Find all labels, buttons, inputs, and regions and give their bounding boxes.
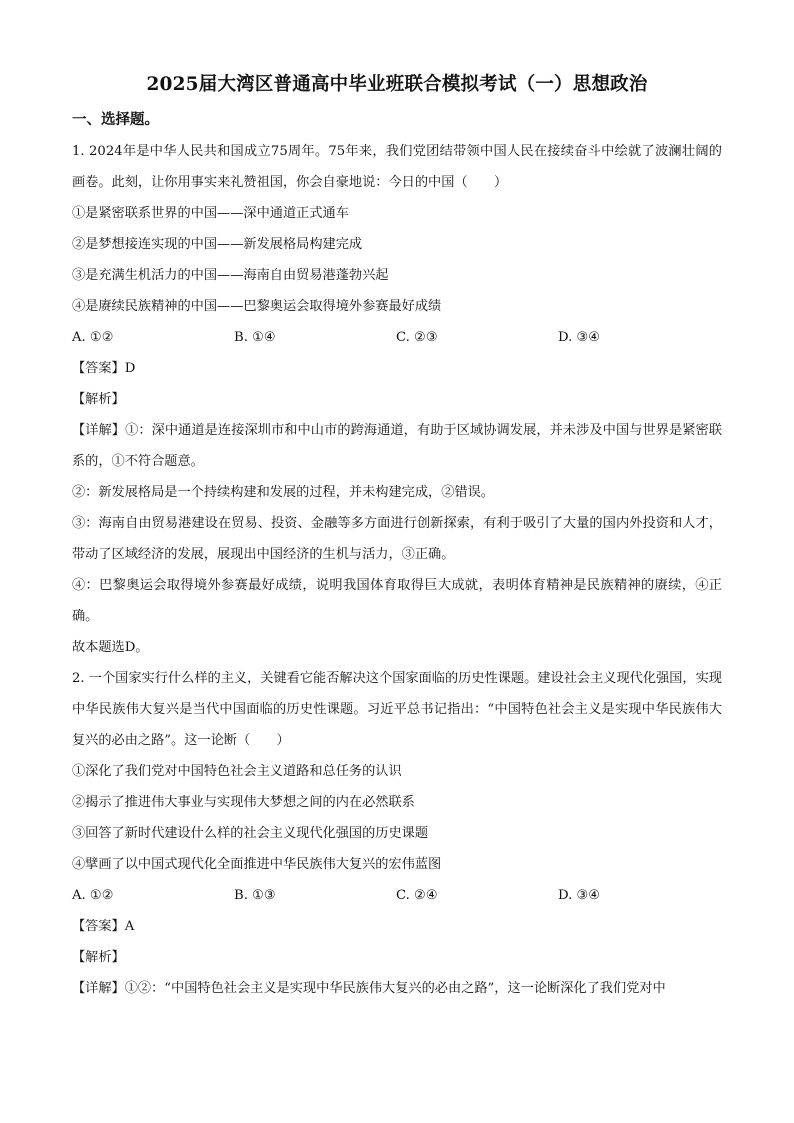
page-title: 2025届大湾区普通高中毕业班联合模拟考试（一）思想政治: [146, 74, 648, 95]
question-2: [72, 663, 722, 1004]
answer-label: 【答案】A: [72, 919, 135, 934]
option-item: ④是赓续民族精神的中国——巴黎奥运会取得境外参赛最好成绩: [72, 299, 442, 314]
analysis-label: 【解析】: [72, 392, 125, 407]
option-item: ②是梦想接连实现的中国——新发展格局构建完成: [72, 237, 363, 252]
section-heading: 一、选择题。: [72, 111, 159, 128]
question-1: [72, 136, 722, 663]
detail-paragraph: ②：新发展格局是一个持续构建和发展的过程，并未构建完成，②错误。: [72, 485, 494, 500]
detail-conclusion: 故本题选D。: [72, 640, 149, 655]
question-stem: 1. 2024年是中华人民共和国成立75周年。75年来，我们党团结带领中国人民在接续奋斗中绘就了波澜壮阔的画卷。此刻，让你用事实来礼赞祖国，你会自豪地说：今日的中国（ ）: [72, 144, 722, 190]
option-item: ③回答了新时代建设什么样的社会主义现代化强国的历史课题: [72, 826, 429, 841]
option-item: ②揭示了推进伟大事业与实现伟大梦想之间的内在必然联系: [72, 795, 415, 810]
choice-c: C. ②③: [396, 330, 438, 345]
answer-choices: [72, 322, 722, 353]
choice-b: B. ①③: [234, 888, 276, 903]
option-item: ①是紧密联系世界的中国——深中通道正式通车: [72, 206, 349, 221]
answer-label: 【答案】D: [72, 361, 136, 376]
option-item: ④擘画了以中国式现代化全面推进中华民族伟大复兴的宏伟蓝图: [72, 857, 442, 872]
analysis-label: 【解析】: [72, 950, 125, 965]
detail-paragraph: 【详解】①②：“中国特色社会主义是实现中华民族伟大复兴的必由之路”，这一论断深化了我们党对中: [72, 981, 666, 996]
choice-c: C. ②④: [396, 888, 438, 903]
option-item: ①深化了我们党对中国特色社会主义道路和总任务的认识: [72, 764, 402, 779]
choice-d: D. ③④: [558, 330, 601, 345]
question-stem: 2. 一个国家实行什么样的主义，关键看它能否解决这个国家面临的历史性课题。建设社会主义现代化强国，实现中华民族伟大复兴是当代中国面临的历史性课题。习近平总书记指出：“中国特色社会主义是实现中华民族伟大复兴的必由之路”。这一论断（ ）: [72, 671, 722, 748]
detail-paragraph: ④：巴黎奥运会取得境外参赛最好成绩，说明我国体育取得巨大成就，表明体育精神是民族精神的赓续，④正确。: [72, 578, 722, 624]
exam-page: [72, 60, 722, 1004]
answer-choices: [72, 880, 722, 911]
detail-paragraph: 【详解】①：深中通道是连接深圳市和中山市的跨海通道，有助于区域协调发展，并未涉及中国与世界是紧密联系的，①不符合题意。: [72, 423, 722, 469]
choice-a: A. ①②: [72, 330, 114, 345]
choice-d: D. ③④: [558, 888, 601, 903]
choice-a: A. ①②: [72, 888, 114, 903]
choice-b: B. ①④: [234, 330, 276, 345]
detail-paragraph: ③：海南自由贸易港建设在贸易、投资、金融等多方面进行创新探索，有利于吸引了大量的国内外投资和人才，带动了区域经济的发展，展现出中国经济的生机与活力，③正确。: [72, 516, 722, 562]
option-item: ③是充满生机活力的中国——海南自由贸易港蓬勃兴起: [72, 268, 389, 283]
